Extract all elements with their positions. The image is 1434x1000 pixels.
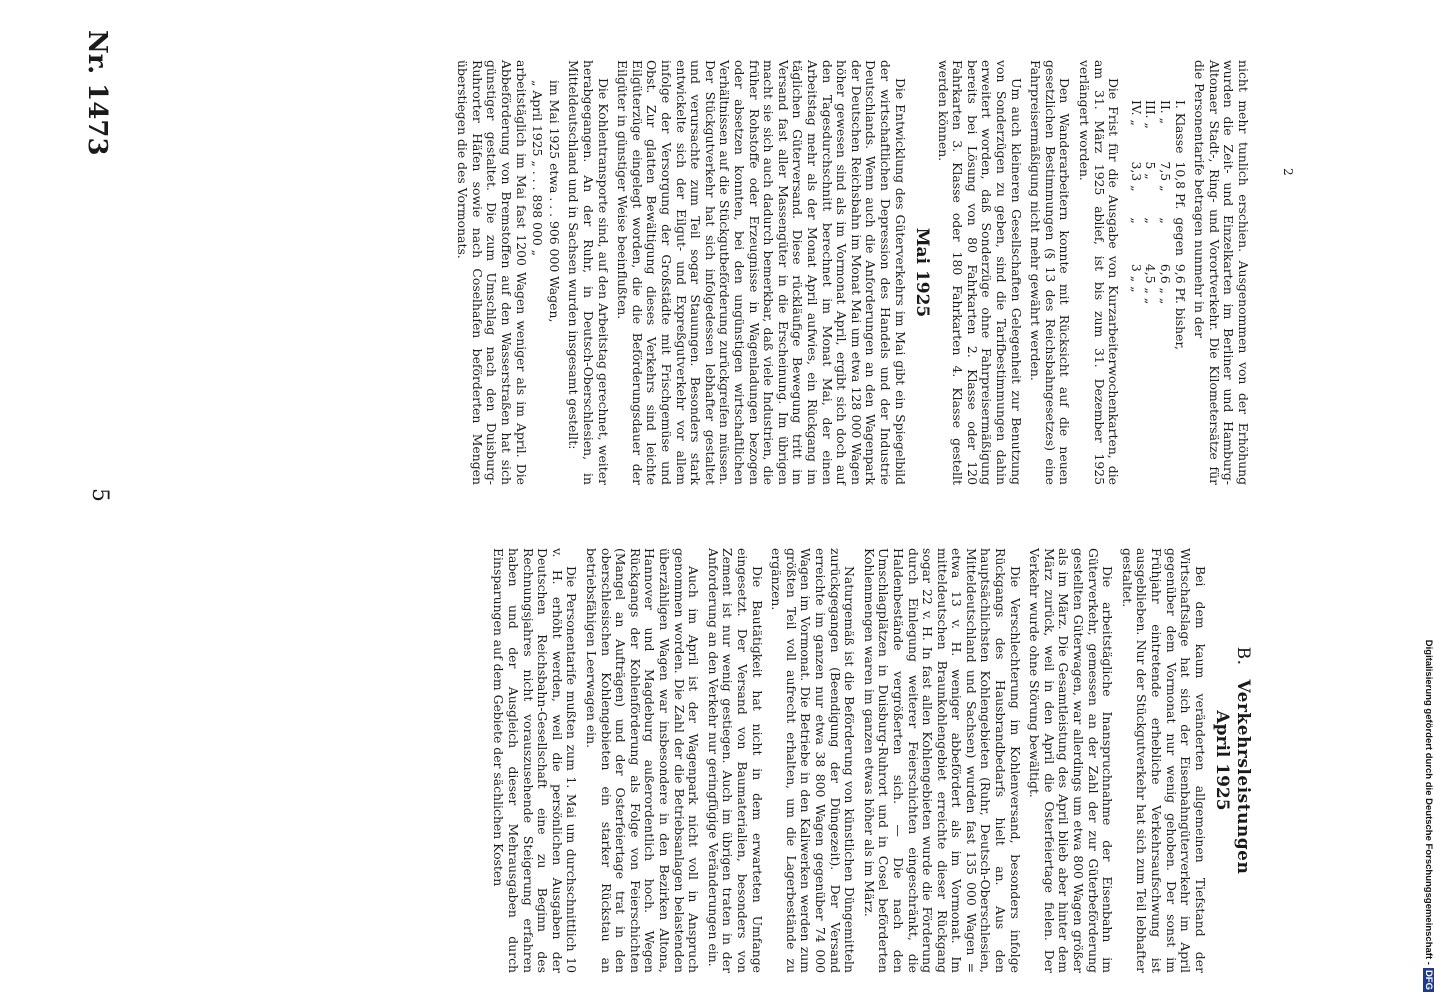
paragraph: Die Personentarife mußten zum 1. Mai um durchschnittlich 10 v. H. erhöht werden, weil die persönlichen Ausgaben der Deutschen Reichsbahn-Gesellschaft eine zu Beginn des Rechnungsjahres nicht vorauszusehende Steigerung erfahren haben und der Ausgleich dieser Mehrausgaben durch Einsparungen auf dem Gebiete der sächlichen Kosten [491,548,580,973]
paragraph: Die Frist für die Ausgabe von Kurzarbeiterwochenkarten, die am 31. März 1925 ablief, ist bis zum 31. Dezember 1925 verlängert worden. [1077,60,1122,485]
tariff-against: „ [1143,217,1159,224]
paragraph: Den Wanderarbeitern konnte mit Rücksicht auf die neuen gesetzlichen Bestimmungen (§ 13 des Reichsbahngesetzes) eine Fahrpreisermäßigung nicht mehr gewährt werden. [1028,60,1073,485]
paragraph: Auch im April ist der Wagenpark nicht voll in Anspruch genommen worden. Die Zahl der die Betriebsanlagen belastenden überzähligen Wagen war insbesondere in den Bezirken Altona, Hannover und Magdeburg außerordentlich hoch. Wegen Rückgangs der Kohlenförderung als Folge von Feierschichten (Mangel an Aufträgen) und der Osterfeiertage trat in den oberschlesischen Kohlengebieten ein starker Rückstau an betriebsfähigen Leerwagen ein. [584,548,702,973]
stat-line: „ April 1925 „ . . . 898 000 „ [530,80,546,257]
tariff-new: 7,5 „ [1158,161,1174,192]
paragraph: nicht mehr tunlich erschien. Ausgenommen von der Erhöhung wurden die Zeit- und Einzelkarten im Berliner und Hamburg-Altonaer Stadt-, Ring- und Vorortverkehr. Die Kilometersätze für die Personentarife betragen nunmehr in der [1192,60,1251,485]
stat-line: im Mai 1925 etwa . . . 906 000 Wagen, [546,80,562,323]
tariff-class: I. Klasse [1172,100,1188,154]
right-column [450,60,1250,485]
paragraph: Naturgemäß ist die Beförderung von künstlichen Düngemitteln zurückgegangen (Beendigung der Düngezeit). Der Versand erreichte im ganzen nur etwa 38 800 Wagen gegenüber 74 000 Wagen im Vormonat. Die Betriebe in den Kaliwerken werden zum größten Teil voll aufrecht erhalten, um die Lagerbestände zu ergänzen. [769,548,858,973]
paragraph: Um auch kleineren Gesellschaften Gelegenheit zur Benutzung von Sonderzügen zu geben, sind die Tarifbestimmungen dahin erweitert worden, daß Sonderzüge ohne Fahrpreisermäßigung bereits bei Lösung von 80 Fahrkarten 2. Klasse oder 120 Fahrkarten 3. Klasse oder 180 Fahrkarten 4. Klasse gestellt werden können. [935,60,1024,485]
tariff-row [1143,100,1158,358]
section-heading [1233,548,1253,973]
tariff-old: 4,5 „ „ [1143,263,1159,305]
tariff-class: II. „ [1158,100,1174,125]
paragraph: Die arbeitstägliche Inanspruchnahme der Eisenbahn im Güterverkehr, gemessen an der Zahl der zur Güterbeförderung gestellten Güterwagen, war allerdings um etwa 800 Wagen größer als im März. Die Gesamtleistung des April blieb aber hinter dem März zurück, weil in den April die Osterfeiertage fielen. Der Verkehr wurde ohne Störung bewältigt. [1027,548,1116,973]
tariff-new: 5 „ [1143,161,1159,180]
tariff-row [1157,100,1172,358]
tariff-class: IV. „ [1128,100,1144,126]
left-column [486,548,1253,973]
tariff-row [1128,100,1143,358]
page-number-left: 5 [87,488,112,502]
tariff-old: 6,6 „ „ [1158,263,1174,305]
tariff-against: „ [1128,217,1144,224]
paragraph: arbeitstäglich im Mai fast 1200 Wagen weniger als im April. Die Abbeförderung von Bremstoffen auf den Wasserstraßen hat sich günstiger gestaltet. Die zum Umschlag nach den Duisburg-Ruhrorter Häfen sowie nach Coselhafen beförderten Mengen überstiegen die des Vormonats. [455,60,529,485]
month-heading-april: April 1925 [1212,710,1233,811]
credit-text: Digitalisierung gefördert durch die Deutsche Forschungsgemeinschaft - [1423,639,1434,965]
paragraph: Die Bautätigkeit hat nicht in dem erwarteten Umfange eingesetzt. Der Versand von Baumaterialien, besonders von Zement ist nur wenig gestiegen. Auch im übrigen traten in der Anforderung an den Verkehr nur geringfügige Veränderungen ein. [705,548,765,973]
tariff-row [1172,100,1187,358]
paragraph: Die Verschlechterung im Kohlenversand, besonders infolge Rückgangs des Hausbrandbedarfs hielt an. Aus den hauptsächlichsten Kohlengebieten (Ruhr, Deutsch-Oberschlesien, Mitteldeutschland und Sachsen) wurden fast 135 000 Wagen = etwa 13 v. H. weniger abbefördert als im Vormonat. Im mitteldeutschen Braunkohlengebiet erreichte dieser Rückgang sogar 22 v. H. In fast allen Kohlengebieten wurde die Förderung durch Einlegung weiterer Feierschichten eingeschränkt, die Haldenbestände vergrößerten sich. — Die nach den Umschlagplätzen in Duisburg-Ruhrort und in Cosel beförderten Kohlenmengen waren im ganzen etwas höher als im März. [861,548,1023,973]
bottom-number: 2 [1281,168,1295,176]
tariff-table [1128,100,1186,358]
paragraph: Die Kohlentransporte sind, auf den Arbeitstag gerechnet, weiter herabgegangen. An der Ruhr, in Deutsch-Oberschlesien, in Mitteldeutschland und in Sachsen wurden insgesamt gestellt: [566,60,611,485]
digitization-credit [1422,12,1434,992]
tariff-against: gegen [1172,217,1188,256]
section-letter: B. [1233,646,1253,666]
tariff-old: 9,6 Pf. bisher, [1172,263,1188,350]
month-heading-mai: Mai 1925 [912,227,933,318]
tariff-new: 10,8 Pf. [1172,161,1188,210]
page-number-right: Nr. 1473 [82,30,112,156]
paragraph: Bei dem kaum veränderten allgemeinen Tiefstand der Wirtschaftslage hat sich der Eisenbahngüterverkehr im April gegenüber dem Vormonat nur wenig gehoben. Der sonst im Frühjahr eintretende erhebliche Verkehrsaufschwung ist ausgeblieben. Nur der Stückgutverkehr hat sich zum Teil lebhafter gestaltet. [1119,548,1208,973]
tariff-new: 3,3 „ [1128,161,1144,192]
section-title: Verkehrsleistungen [1233,679,1253,875]
tariff-class: III. „ [1143,100,1159,129]
tariff-against: „ [1158,217,1174,224]
paragraph: Die Entwicklung des Güterverkehrs im Mai gibt ein Spiegelbild der wirtschaftlichen Depression des Handels und der Industrie Deutschlands. Wenn auch die Anforderungen an den Wagenpark der Deutschen Reichsbahn im Monat Mai um etwa 128 000 Wagen höher gewesen sind als im Vormonat April, ergibt sich doch auf den Tagesdurchschnitt berechnet im Monat Mai, der einen Arbeitstag mehr als der Monat April aufwies, ein Rückgang im täglichen Güterversand. Diese rückläufige Bewegung tritt im Versand fast aller Massengüter in die Erscheinung. Im übrigen macht sie sich auch dadurch bemerkbar, daß viele Industrien, die früher Rohstoffe oder Erzeugnisse in Wagenladungen bezogen oder absetzen konnten, bei den ungünstigen wirtschaftlichen Verhältnissen auf die Stückgutbeförderung zurückgreifen müssen. Der Stückgutverkehr hat sich infolgedessen lebhafter gestaltet und verursachte zum Teil sogar Stauungen. Besonders stark entwickelte sich der Eilgut- und Expreßgutverkehr vor allem infolge der Versorgung der Großstädte mit Frischgemüse und Obst. Zur glatten Bewältigung dieses Verkehrs sind leichte Eilgüterzüge eingelegt worden, die die Beförderungsdauer der Eilgüter in günstiger Weise beeinflußten. [615,60,908,485]
dfg-logo: DFG [1423,969,1434,990]
tariff-old: 3 „ „ [1128,263,1144,293]
